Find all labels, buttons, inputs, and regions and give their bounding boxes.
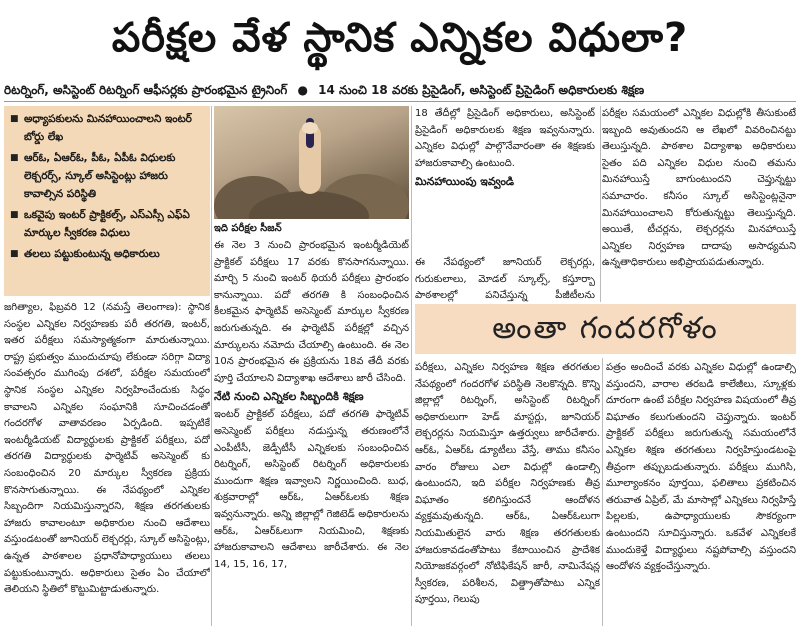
paragraph: ఈ నేపథ్యంలో జూనియర్ లెక్చరర్లు, గురుకులాలు, మోడల్ స్కూల్స్, కస్తూర్బా పాఠశాలల్లో పనిచేస్తున్న పీజీటీలను xyxy=(415,257,595,302)
article-column-2 xyxy=(214,238,409,628)
photo-caption: ఇది పరీక్షల సీజన్ xyxy=(214,223,282,234)
paragraph: 18 తేదీల్లో ప్రిసైడింగ్ అధికారులు, అసిస్టెంట్ ప్రిసైడింగ్ అధికారులకు శిక్షణ ఇవ్వనున్నారు. ఎన్నికల విధుల్లో పాల్గొనేవారంతా ఈ శిక్షణకు హాజరుకావాల్సి ఉంటుంది. xyxy=(415,108,595,169)
column-divider xyxy=(600,106,601,302)
subhead-right: 14 నుంచి 18 వరకు ప్రిసైడింగ్, అసిస్టెంట్ ప్రిసైడింగ్ అధికారులకు శిక్షణ xyxy=(318,83,645,97)
subhead-left: రిటర్నింగ్, అసిస్టెంట్ రిటర్నింగ్ ఆఫీసర్లకు ప్రారంభమైన ట్రైనింగ్ xyxy=(4,83,288,97)
highlights-box xyxy=(4,106,210,296)
highlight-item: ■ తలలు పట్టుకుంటున్న అధికారులు xyxy=(24,245,204,263)
paragraph: ఈ నెల 3 నుంచి ప్రారంభమైన ఇంటర్మీడియెట్ ప్రాక్టికల్ పరీక్షలు 17 వరకు కొనసాగనున్నాయి. మార్చి 5 నుంచి ఇంటర్ థియరీ పరీక్షలు ప్రారంభం కానున్నాయి. పదో తరగతి కి సంబంధించిన కీలకమైన ఫార్మెటివ్ అసెస్మెంట్ మార్కుల స్వీకరణ జరుగుతున్నది. ఈ ఫార్మెటివ్ పరీక్షల్లో వచ్చిన మార్కులను నమోదు చేయాల్సి ఉంటుంది. ఈ నెల 10న ప్రారంభమైన ఈ ప్రక్రియను 18వ తేదీ వరకు పూర్తి చేయాలని విద్యాశాఖ ఆదేశాలు జారీ చేసింది. xyxy=(214,240,409,384)
article-column-3 xyxy=(415,106,595,256)
column-divider xyxy=(602,358,603,626)
box-heading: అంతా గందరగోళం xyxy=(415,304,796,354)
paragraph: పత్రం అందించే వరకు ఎన్నికల విధుల్లో ఉండాల్సి వస్తుందని, వారాల తరబడి కాలేజీలు, స్కూళ్లకు దూరంగా ఉంటే పరీక్షల నిర్వహణ విషయంలో తీవ్ర విఘాతం కలుగుతుందని చెప్తున్నారు. ఇంటర్ ప్రాక్టికల్ పరీక్షలు జరుగుతున్న సమయంలోనే ఎన్నికల శిక్షణ తరగతులు నిర్వహిస్తుండటంపై తీవ్రంగా తప్పుబడుతున్నారు. పరీక్షలు ముగిసి, మూల్యాంకనం పూర్తయి, ఫలితాలు ప్రకటించిన తరువాత ఏప్రిల్, మే మాసాల్లో ఎన్నికలు నిర్వహిస్తే పిల్లలకు, ఉపాధ్యాయులకు సౌకర్యంగా ఉంటుందని సూచిస్తున్నారు. ఒకవేళ ఎన్నికలకే ముందుకెళ్తే విద్యార్థులు నష్టపోవాల్సి వస్తుందని ఆందోళన వ్యక్తంచేస్తున్నారు. xyxy=(606,362,796,573)
article-column-4 xyxy=(602,106,796,302)
headline: పరీక్షల వేళ స్థానిక ఎన్నికల విధులా? xyxy=(111,15,689,61)
section-heading: మినహాయింపు ఇవ్వండి xyxy=(415,175,515,189)
paragraph: పరీక్షలు, ఎన్నికల నిర్వహణ శిక్షణ తరగతుల నేపథ్యంలో గందరగోళ పరిస్థితి నెలకొన్నది. కొన్ని జిల్లాల్లో రిటర్నింగ్, అసిస్టెంట్ రిటర్నింగ్ అధికారులుగా హెడ్ మాస్టర్లు, జూనియర్ లెక్చరర్లను నియమిస్తూ ఉత్తర్వులు జారీచేశారు. ఆర్ఓ, ఏఆర్ఓ డ్యూటీలు వేస్తే, తాము కనీసం వారం రోజులు ఎలా విధుల్లో ఉండాల్సి ఉంటుందని, ఇది పరీక్షల నిర్వహణకు తీవ్ర విఘాతం కలిగిస్తుందనే ఆందోళన వ్యక్తమవుతున్నది. ఆర్ఓ, ఏఆర్ఓలుగా నియమితులైన వారు శిక్షణ తరగతులకు హాజరుకావడంతోపాటు కేటాయించిన ప్రాదేశిక నియోజకవర్గంలో నోటిఫికేషన్ జారీ, నామినేషన్ల స్వీకరణ, పరిశీలన, విత్డ్రాతోపాటు ఎన్నిక పూర్తయి, గెలుపు xyxy=(415,362,600,606)
column-divider xyxy=(211,106,212,626)
highlight-item: ■ ఒకవైపు ఇంటర్ ప్రాక్టికల్స్, ఎస్ఎస్సీ ఎఫ్ఏ మార్కుల స్వీకరణ విధులు xyxy=(24,206,204,242)
paragraph: జగిత్యాల, ఫిబ్రవరి 12 (నమస్తే తెలంగాణ): స్థానిక సంస్థల ఎన్నికల నిర్వహణకు పరీ తరగతి, ఇంటర్, ఇతర పరీక్షలు సమస్యాత్మకంగా మారుతున్నాయి. రాష్ట్ర ప్రభుత్వం ముందుచూపు లేకుండా సరిగ్గా విద్యా సంవత్సరం ముగింపు దశలో, పరీక్షల సమయంలో స్థానిక సంస్థల ఎన్నికల నిర్వహించేందుకు సిద్ధం కావాలని ఎన్నికల సంఘానికి సూచించడంతో గందరగోళ వాతావరణం ఏర్పడింది. ఇప్పటికే ఇంటర్మీడియట్ విద్యార్థులకు ప్రాక్టికల్ పరీక్షలు, పదో తరగతి విద్యార్థులకు ఫార్మెటివ్ అసెస్మెంట్ కు సంబంధించిన 20 మార్కుల స్వీకరణ ప్రక్రియ కొనసాగుతున్నాయి. ఈ నేపథ్యంలో ఎన్నికల సిబ్బందిగా నియమిస్తున్నారని, శిక్షణ తరగతులకు హాజరు కావాలంటూ అధికారుల నుంచి ఆదేశాలు వస్తుండటంతో జూనియర్ లెక్చరర్లు, స్కూల్ అసిస్టెంట్లు, ఉన్నత పాఠశాలల ప్రధానోపాధ్యాయులు తలలు పట్టుకుంటున్నారు. అధికారులు సైతం ఏం చేయాలో తెలియని స్థితిలో కొట్టుమిట్టాడుతున్నారు. xyxy=(4,302,210,596)
highlight-item: ■ ఆర్ఓ, ఏఆర్ఓ, పీఓ, ఏపీఓ విధులకు లెక్చరర్స్, స్కూల్ అసిస్టెంట్లు హాజరు కావాల్సిన పరిస్థితి xyxy=(24,149,204,203)
article-column-5 xyxy=(415,360,600,628)
inked-finger-illustration xyxy=(214,106,409,219)
bullet-dot: ● xyxy=(297,83,308,97)
article-column-3b xyxy=(415,255,595,305)
subheadline xyxy=(4,78,796,102)
column-divider xyxy=(411,106,412,626)
paragraph: పరీక్షల సమయంలో ఎన్నికల విధుల్లోకి తీసుకుంటే ఇబ్బంది అవుతుందని ఆ లేఖలో వివరించినట్టు తెలుస్తున్నది. పాఠశాల విద్యాశాఖ అధికారులు సైతం పది ఎన్నికల విధుల నుంచి తమను మినహాయిస్తే బాగుంటుందని చెప్తున్నట్టు సమాచారం. కనీసం స్కూల్ అసిస్టెంట్లనైనా మినహాయించాలని కోరుతున్నట్టు తెలుస్తున్నది. అయితే, టీచర్లను, లెక్చరర్లను మినహాయిస్తే ఎన్నికల నిర్వహణ దాదాపు అసాధ్యమని ఉన్నతాధికారులు అభిప్రాయపడుతున్నారు. xyxy=(602,108,796,269)
section-heading: నేటి నుంచి ఎన్నికల సిబ్బందికి శిక్షణ xyxy=(214,390,364,404)
article-column-6 xyxy=(606,360,796,628)
article-column-1 xyxy=(4,300,210,625)
voting-ink-photo xyxy=(214,106,409,219)
highlight-item: ■ అధ్యాపకులను మినహాయించాలని ఇంటర్ బోర్డు లేఖ xyxy=(24,110,204,146)
paragraph: ఇంటర్ ప్రాక్టికల్ పరీక్షలు, పదో తరగతి ఫార్మెటివ్ అసెస్మెంట్ పరీక్షలు నడుస్తున్న తరుణంలోనే ఎంపీటీసీ, జెడ్పీటీసీ ఎన్నికలకు సంబంధించిన రిటర్నింగ్, అసిస్టెంట్ రిటర్నింగ్ అధికారులకు ముందుగా శిక్షణ ఇవ్వాలని నిర్ణయించింది. బుధ, శుక్రవారాల్లో ఆర్ఓ, ఏఆర్ఓలకు శిక్షణ ఇవ్వనున్నారు. అన్ని జిల్లాల్లో గెజిటెడ్ అధికారులను ఆర్ఓ, ఏఆర్ఓలుగా నియమించి, శిక్షణకు హాజరుకావాలని ఆదేశాలు జారీచేశారు. ఈ నెల 14, 15, 16, 17, xyxy=(214,409,409,570)
